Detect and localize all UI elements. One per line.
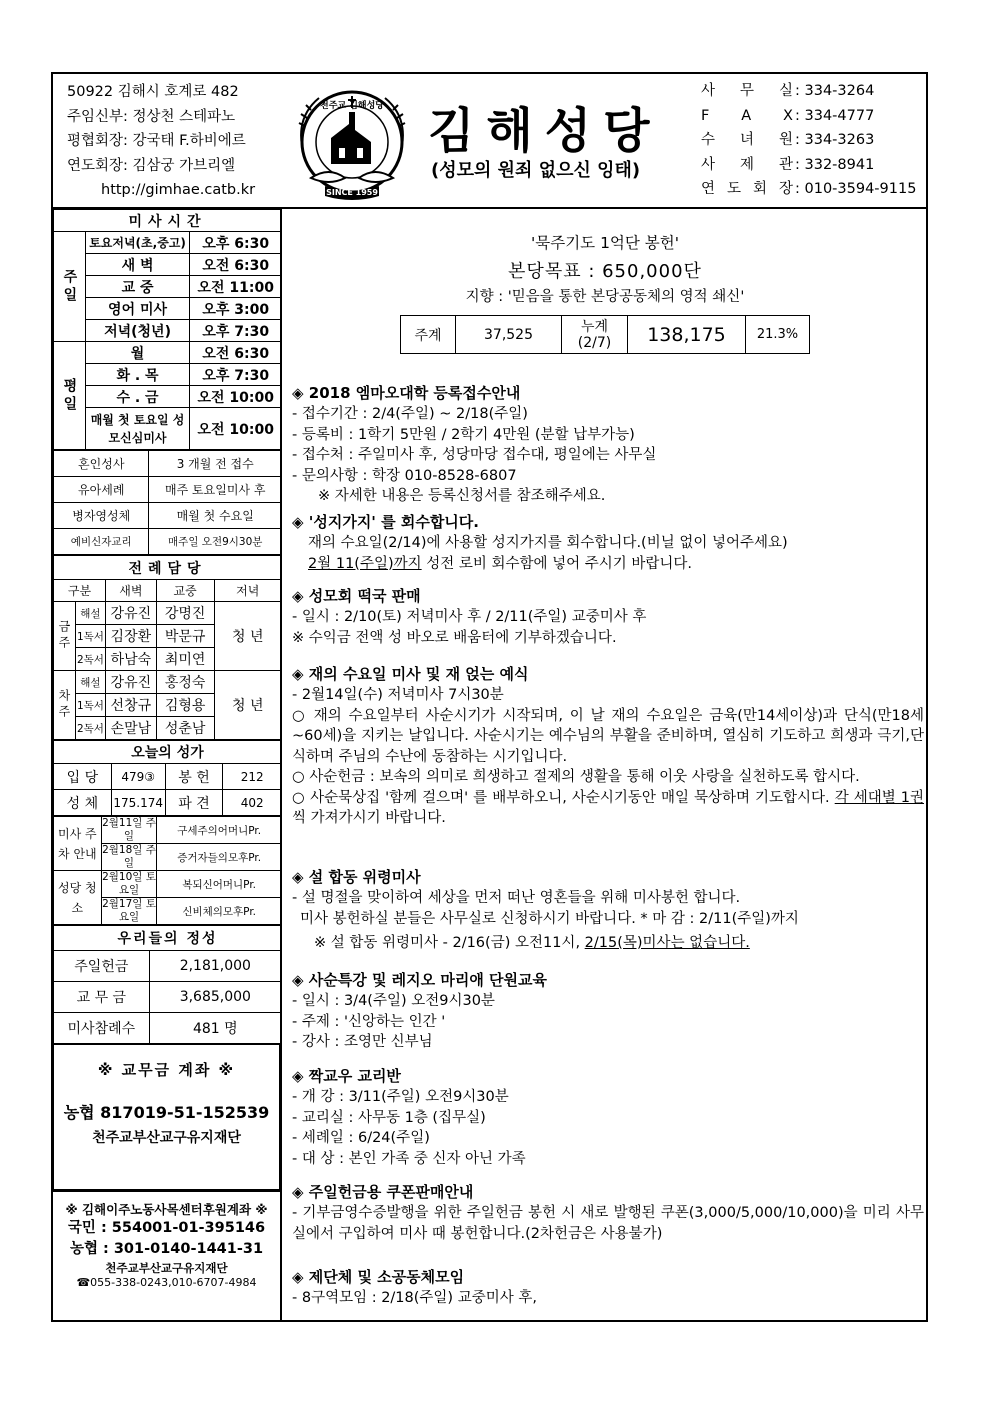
notice-line: - 접수처 : 주일미사 후, 성당마당 접수대, 평일에는 사무실: [292, 447, 657, 463]
sacrament-name: 병자영성체: [54, 503, 149, 529]
contact-value: : 332-8941: [795, 156, 875, 173]
contact-label: 연 도 회 장: [701, 181, 793, 197]
role: 2독서: [75, 648, 105, 671]
mass-time: 오후 7:30: [190, 320, 282, 342]
offering-table: [53, 925, 282, 1044]
reader: 홍정숙: [156, 671, 214, 694]
migrant-account-kb: 국민 : 554001-01-395146: [67, 1220, 266, 1236]
youth-chair: 연도회장: 김삼궁 가브리엘: [67, 157, 236, 174]
reader: 선창규: [105, 694, 156, 717]
offering-label: 미사참례수: [54, 1013, 150, 1044]
notice-text: 씩 가져가시기 바랍니다.: [292, 810, 446, 826]
notice-catechism: [292, 1066, 924, 1169]
mass-time: 오전 6:30: [190, 342, 282, 364]
rosary-title: '묵주기도 1억단 봉헌': [530, 234, 680, 252]
week-label: 주계: [401, 316, 456, 354]
migrant-account-nh: 농협 : 301-0140-1441-31: [69, 1241, 264, 1257]
reader: 김형용: [156, 694, 214, 717]
hymn-label: 성 체: [54, 790, 112, 816]
mass-heading: 미사시간: [54, 210, 282, 232]
duty-date: 2월11일 주일: [102, 817, 156, 842]
tithe-account-number: 농협 817019-51-152539: [63, 1103, 270, 1122]
reader: 최미연: [156, 648, 214, 671]
notice-coupon: [292, 1182, 924, 1244]
contact-value: : 010-3594-9115: [795, 181, 917, 197]
notice-underline: 각 세대별 1권: [834, 789, 924, 806]
notice-line-wrap: [292, 554, 924, 575]
reader: 성춘남: [156, 717, 214, 740]
duty-date: 2월10일 토요일: [102, 871, 156, 896]
notice-line: - 대 상 : 본인 가족 중 신자 아닌 가족: [292, 1150, 526, 1167]
mass-name: 수 . 금: [85, 386, 190, 408]
notice-title: ◈ 2018 엠마오대학 등록접수안내: [292, 384, 521, 402]
hymn-label: 파 견: [165, 790, 223, 816]
logo-ring-text: 천주교 김해성당: [320, 101, 384, 111]
notice-line: - 세례일 : 6/24(주일): [292, 1130, 430, 1146]
contact-value: : 334-4777: [795, 107, 875, 124]
duty-date: 2월17일 토요일: [102, 898, 156, 923]
contact-fax: [701, 104, 916, 129]
notice-title: ◈ 짝교우 교리반: [292, 1067, 401, 1085]
parking-label: 미사 주차 안내: [54, 817, 102, 871]
evening-reader: 청 년: [214, 671, 281, 740]
hymn-number: 212: [223, 764, 282, 790]
church-subtitle: (성모의 원죄 없으신 잉태): [431, 160, 641, 181]
hymn-label: 봉 헌: [165, 764, 223, 790]
notice-palm: [292, 512, 924, 574]
migrant-account-title: ※ 김해이주노동사목센터후원계좌 ※: [65, 1202, 268, 1217]
notice-line-wrap: [292, 788, 924, 829]
total-label: 누계: [580, 318, 609, 335]
contact-label: F A X: [701, 107, 793, 124]
contact-label: 수 녀 원: [701, 132, 793, 148]
role: 해설: [75, 671, 105, 694]
logo-since-text: SINCE 1959: [326, 188, 378, 197]
sacrament-name: 유아세례: [54, 477, 149, 503]
notice-line: - 접수기간 : 2/4(주일) ~ 2/18(주일): [292, 406, 528, 422]
offering-value: 3,685,000: [149, 982, 281, 1013]
notice-line: - 문의사항 : 학장 010-8528-6807: [292, 467, 517, 484]
mass-time: 오전 6:30: [190, 254, 282, 276]
duty-group: 복되신어머니Pr.: [157, 871, 282, 898]
sacrament-value: 매주일 오전9시30분: [149, 529, 282, 555]
notice-title: ◈ 성모회 떡국 판매: [292, 587, 421, 605]
liturgy-heading: 전례담당: [54, 556, 282, 580]
duty-group: 증거자들의모후Pr.: [157, 844, 282, 871]
this-week-label: 금주: [54, 602, 76, 671]
hymn-number: 175.174: [111, 790, 165, 816]
notice-line: - 개 강 : 3/11(주일) 오전9시30분: [292, 1089, 509, 1105]
sacrament-name: 혼인성사: [54, 451, 149, 477]
notice-underline: 2/15(목)미사는 없습니다.: [584, 935, 750, 951]
offering-label: 주일헌금: [54, 951, 150, 982]
role: 1독서: [75, 625, 105, 648]
mass-name: 새 벽: [85, 254, 190, 276]
role: 해설: [75, 602, 105, 625]
offering-label: 교 무 금: [54, 982, 150, 1013]
mass-name: 교 중: [85, 276, 190, 298]
total-value: 138,175: [628, 316, 746, 354]
notice-title: ◈ 사순특강 및 레지오 마리애 단원교육: [292, 971, 547, 989]
notice-line: ※ 수익금 전액 성 바오로 배움터에 기부하겠습니다.: [292, 629, 617, 646]
total-label-cell: [562, 316, 628, 354]
duty-group: 구세주의어머니Pr.: [157, 817, 282, 844]
migrant-account-phone: ☎055-338-0243,010-6707-4984: [76, 1276, 257, 1289]
notice-title: ◈ 설 합동 위령미사: [292, 868, 421, 886]
sacrament-value: 3 개월 전 접수: [149, 451, 282, 477]
weekday-label: 평일: [54, 342, 86, 450]
notice-title: ◈ 주일헌금용 쿠폰판매안내: [292, 1183, 474, 1201]
evening-reader: 청 년: [214, 602, 281, 671]
contact-label: 사 무 실: [701, 83, 793, 99]
hymn-number: 479③: [111, 764, 165, 790]
liturgy-table: [53, 555, 282, 740]
mass-name: 저녁(청년): [85, 320, 190, 342]
notice-title: ◈ '성지가지' 를 회수합니다.: [292, 513, 479, 531]
left-sidebar: [53, 209, 282, 1320]
notice-line: ※ 자세한 내용은 등록신청서를 참조해주세요.: [318, 488, 606, 504]
rosary-intention: 지향 : '믿음을 통한 본당공동체의 영적 쇄신': [465, 289, 745, 305]
pastor: 주임신부: 정상천 스테파노: [67, 108, 236, 125]
contact-rectory: [701, 153, 916, 178]
reader: 손말남: [105, 717, 156, 740]
address: 50922 김해시 호계로 482: [67, 84, 239, 100]
notice-rice-cake: [292, 586, 924, 648]
hymn-label: 입 당: [54, 764, 112, 790]
reader: 김장환: [105, 625, 156, 648]
notice-line: - 주제 : '신앙하는 인간 ': [292, 1013, 446, 1030]
liturgy-col: 교중: [156, 580, 214, 602]
tithe-account-owner: 천주교부산교구유지재단: [92, 1130, 241, 1146]
mass-time: 오전 11:00: [190, 276, 282, 298]
notice-title: ◈ 제단체 및 소공동체모임: [292, 1268, 465, 1286]
website-link[interactable]: http://gimhae.catb.kr: [101, 182, 256, 198]
mass-name: 토요저녁(초,중고): [85, 232, 190, 254]
notice-memorial-mass: [292, 867, 924, 954]
sunday-label: 주일: [54, 232, 86, 342]
tithe-account: [53, 1044, 280, 1190]
reader: 강유진: [105, 671, 156, 694]
role: 2독서: [75, 717, 105, 740]
notice-line: - 기부금영수증발행을 위한 주일헌금 봉헌 시 새로 발행된 쿠폰(3,000/5,000/10,000)을 미리 사무실에서 구입하여 미사 때 봉헌합니다.(2차헌금은 사용불가): [292, 1205, 924, 1242]
contact-office: [701, 79, 916, 104]
offering-heading: 우리들의 정성: [54, 926, 282, 951]
mass-name: 월: [85, 342, 190, 364]
notice-line: - 2월14일(수) 저녁미사 7시30분: [292, 687, 504, 703]
mass-name: 매월 첫 토요일 성모신심미사: [85, 408, 190, 450]
notice-underline: 2월 11(주일)까지: [308, 555, 422, 572]
liturgy-col: 저녁: [214, 580, 281, 602]
notice-line: 미사 봉헌하실 분들은 사무실로 신청하시기 바랍니다. * 마 감 : 2/11(주일)까지: [300, 910, 799, 927]
reader: 박문규: [156, 625, 214, 648]
notice-title: ◈ 재의 수요일 미사 및 재 얹는 예식: [292, 665, 529, 683]
reader: 강유진: [105, 602, 156, 625]
duty-table: [53, 816, 282, 925]
duty-group: 신비체의모후Pr.: [157, 898, 282, 925]
liturgy-col: 구분: [54, 580, 106, 602]
reader: 하남숙: [105, 648, 156, 671]
notice-ash-wednesday: [292, 664, 924, 829]
parish-logo-icon: [289, 86, 415, 204]
notice-line: ○ 재의 수요일부터 사순시기가 시작되며, 이 날 재의 수요일은 금육(만14세이상)과 단식(만18세~60세)을 지키는 날입니다. 사순시기는 예수님의 부활을 준비하며, 열심히 기도하고 희생과 극기,단식하며 주님의 수난에 동참하는 시기입니다.: [292, 707, 924, 765]
notice-line: - 일시 : 2/10(토) 저녁미사 후 / 2/11(주일) 교중미사 후: [292, 609, 647, 625]
contact-chair: [701, 177, 916, 202]
contact-value: : 334-3263: [795, 132, 875, 148]
mass-time: 오후 6:30: [190, 232, 282, 254]
duty-date: 2월18일 주일: [102, 844, 156, 869]
notice-text: ○ 사순묵상집 '함께 걸으며' 를 배부하오니, 사순시기동안 매일 묵상하며 기도합시다.: [292, 789, 835, 806]
offering-value: 2,181,000: [149, 951, 281, 982]
sacraments-table: [53, 450, 282, 555]
week-value: 37,525: [456, 316, 562, 354]
notice-line: - 등록비 : 1학기 5만원 / 2학기 4만원 (분할 납부가능): [292, 426, 635, 443]
notice-line: ○ 사순헌금 : 보속의 의미로 희생하고 절제의 생활을 통해 이웃 사랑을 실천하도록 합시다.: [292, 769, 860, 785]
cleaning-label: 성당 청소: [54, 871, 102, 925]
rosary-tally-table: [400, 315, 810, 354]
mass-name: 화 . 목: [85, 364, 190, 386]
total-date: (2/7): [577, 334, 612, 351]
bulletin-frame: [51, 72, 928, 1322]
notice-line: - 일시 : 3/4(주일) 오전9시30분: [292, 993, 495, 1009]
mass-time: 오후 3:00: [190, 298, 282, 320]
notice-line: 재의 수요일(2/14)에 사용할 성지가지를 회수합니다.(비닐 없이 넣어주세요): [308, 535, 788, 551]
role: 1독서: [75, 694, 105, 717]
church-title: 김해성당: [428, 103, 662, 159]
contact-value: : 334-3264: [795, 83, 875, 99]
notice-groups: [292, 1267, 924, 1309]
migrant-account-owner: 천주교부산교구유지재단: [105, 1261, 228, 1275]
offering-value: 481 명: [149, 1013, 281, 1044]
mass-times-table: [53, 209, 282, 450]
sacrament-name: 예비신자교리: [54, 529, 149, 555]
contact-convent: [701, 128, 916, 153]
liturgy-col: 새벽: [105, 580, 156, 602]
notice-text: 성전 로비 회수함에 넣어 주시기 바랍니다.: [421, 555, 693, 572]
sacrament-value: 매주 토요일미사 후: [149, 477, 282, 503]
migrant-center-account: [53, 1190, 280, 1289]
notice-lent-lecture: [292, 970, 924, 1053]
notice-line: - 설 명절을 맞이하여 세상을 먼저 떠난 영혼들을 위해 미사봉헌 합니다.: [292, 890, 741, 906]
mass-time: 오전 10:00: [190, 408, 282, 450]
rosary-goal: 본당목표 : 650,000단: [508, 261, 702, 282]
hymns-heading: 오늘의 성가: [54, 741, 282, 764]
notice-text: ※ 설 합동 위령미사 - 2/16(금) 오전11시,: [314, 935, 585, 951]
notice-line: - 8구역모임 : 2/18(주일) 교중미사 후,: [292, 1290, 537, 1306]
sacrament-value: 매월 첫 수요일: [149, 503, 282, 529]
notices-column: [284, 209, 926, 1320]
notice-line-wrap: [292, 933, 924, 954]
reader: 강명진: [156, 602, 214, 625]
mass-time: 오전 10:00: [190, 386, 282, 408]
council-chair: 평협회장: 강국태 F.하비에르: [67, 133, 246, 149]
hymn-number: 402: [223, 790, 282, 816]
mass-name: 영어 미사: [85, 298, 190, 320]
mass-time: 오후 7:30: [190, 364, 282, 386]
percent-value: 21.3%: [746, 316, 810, 354]
notice-line: - 교리실 : 사무동 1층 (집무실): [292, 1109, 486, 1126]
parish-info: [67, 80, 255, 203]
contact-list: [701, 79, 916, 202]
bulletin-header: [53, 74, 926, 209]
hymns-table: [53, 740, 282, 816]
contact-label: 사 제 관: [701, 156, 793, 173]
next-week-label: 차주: [54, 671, 76, 740]
notice-emmaus: [292, 383, 924, 507]
notice-line: - 강사 : 조영만 신부님: [292, 1034, 433, 1050]
tithe-account-title: ※ 교무금 계좌 ※: [97, 1061, 236, 1079]
